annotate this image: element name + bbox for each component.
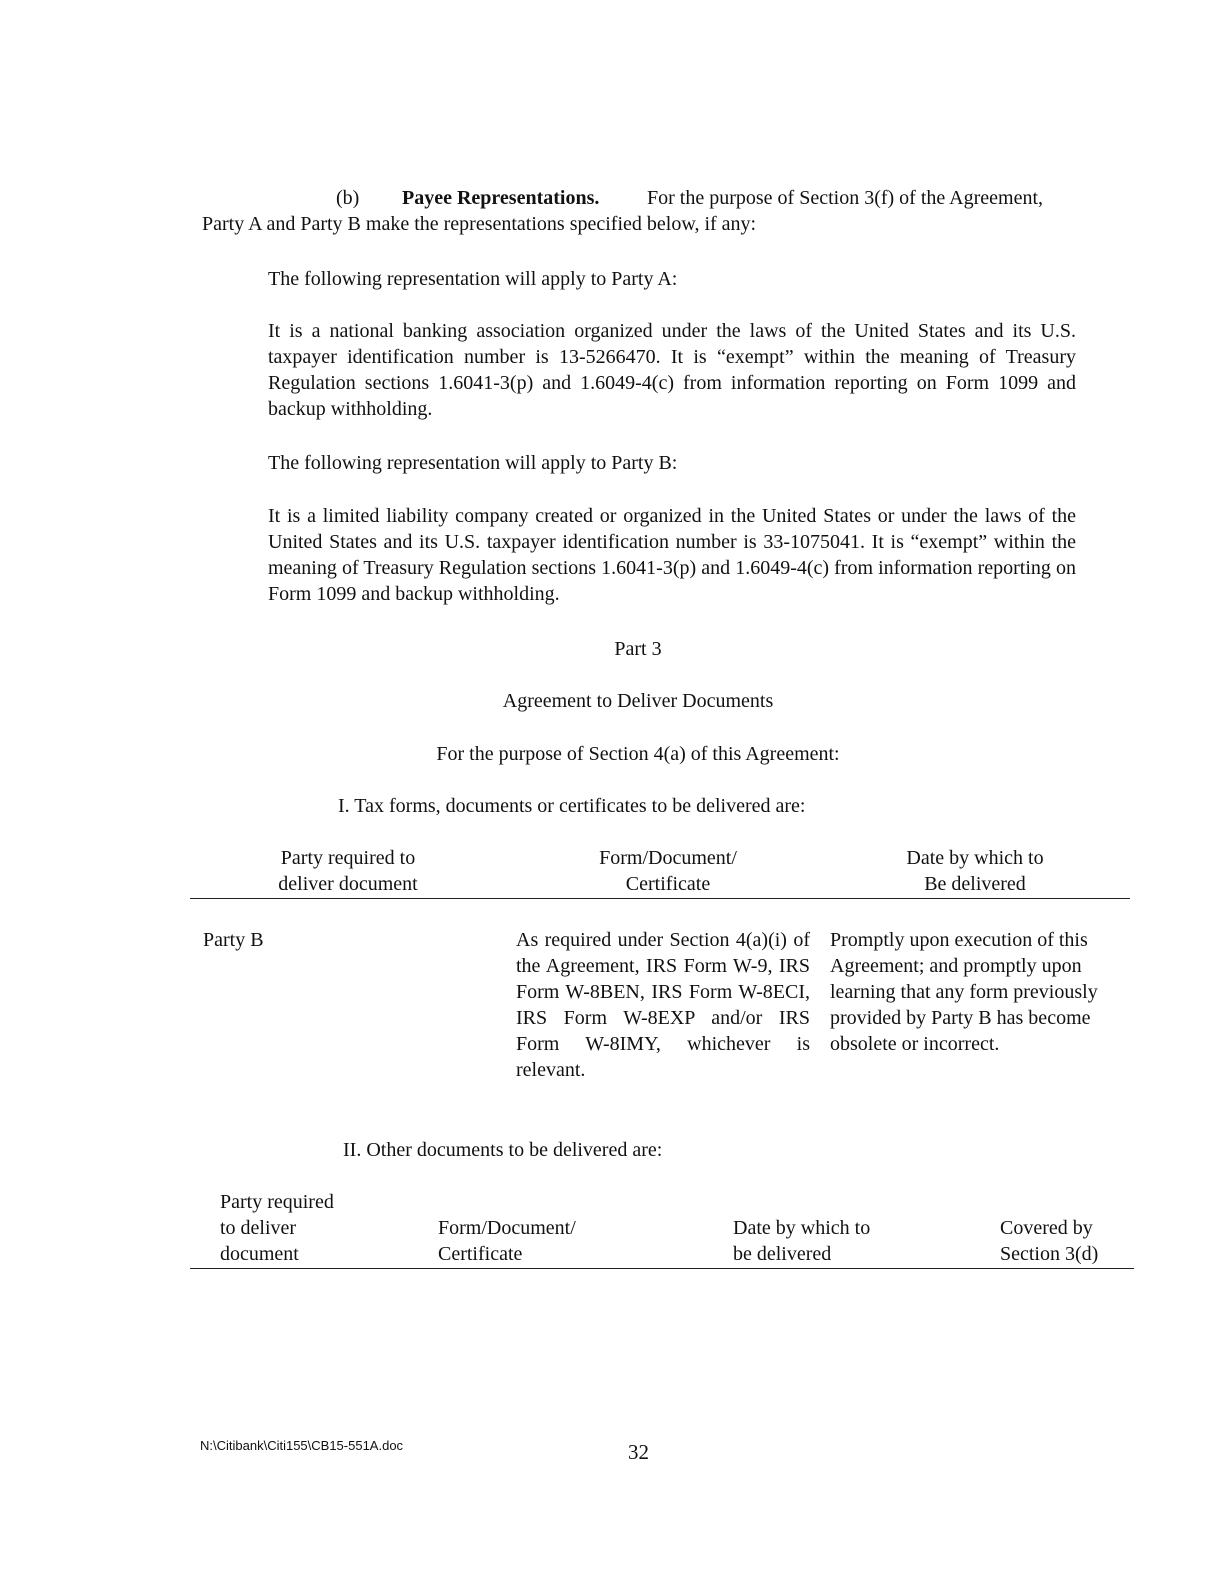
section-b-label: (b) xyxy=(336,187,360,209)
part3-subtitle: Agreement to Deliver Documents xyxy=(502,690,774,712)
tax-forms-heading: I. Tax forms, documents or certificates to be delivered are: xyxy=(338,795,806,817)
tax-forms-row-date: Promptly upon execution of this Agreement; and promptly upon learning that any form previously provided by Party B has become obsolete or incorrect. xyxy=(830,929,1098,1055)
other-docs-header-party-line3: document xyxy=(220,1243,299,1265)
tax-forms-header-party-line1: Party required to xyxy=(280,847,416,869)
party-b-lead: The following representation will apply to Party B: xyxy=(268,452,678,474)
other-docs-header-covered-line1: Covered by xyxy=(1000,1217,1093,1239)
other-docs-header-party-line1: Party required xyxy=(220,1191,334,1213)
other-docs-header-date-line2: be delivered xyxy=(733,1243,832,1265)
tax-forms-header-date-line1: Date by which to xyxy=(906,847,1044,869)
part3-title: Part 3 xyxy=(614,638,662,660)
other-docs-header-form-line1: Form/Document/ xyxy=(438,1217,576,1239)
section-b-intro-second: Party A and Party B make the representations specified below, if any: xyxy=(202,213,757,235)
section-b-heading: Payee Representations. xyxy=(402,187,600,209)
party-a-lead: The following representation will apply to Party A: xyxy=(268,268,678,290)
tax-forms-header-form-line1: Form/Document/ xyxy=(599,847,737,869)
other-docs-header-party-line2: to deliver xyxy=(220,1217,297,1239)
other-docs-heading: II. Other documents to be delivered are: xyxy=(343,1139,663,1161)
footer-file-path: N:\Citibank\Citi155\CB15-551A.doc xyxy=(200,1438,404,1453)
tax-forms-header-party-line2: deliver document xyxy=(278,873,418,895)
tax-forms-header-date-line2: Be delivered xyxy=(924,873,1026,895)
party-a-representation: It is a national banking association organized under the laws of the United States and its U.S. taxpayer identification number is 13-5266470. It is “exempt” within the meaning of Treasury Regulation sections 1.6041-3(p) and 1.6049-4(c) from information reporting on Form 1099 and backup withholding. xyxy=(268,320,1076,420)
party-b-representation: It is a limited liability company created or organized in the United States or under the laws of the United States and its U.S. taxpayer identification number is 33-1075041. It is “exempt” within the meaning of Treasury Regulation sections 1.6041-3(p) and 1.6049-4(c) from information reporting on Form 1099 and backup withholding. xyxy=(268,505,1076,605)
other-docs-header-date-line1: Date by which to xyxy=(733,1217,871,1239)
page-number: 32 xyxy=(628,1440,649,1464)
other-docs-header-rule xyxy=(190,1268,1134,1269)
tax-forms-header-form-line2: Certificate xyxy=(625,873,711,895)
tax-forms-row-form: As required under Section 4(a)(i) of the Agreement, IRS Form W-9, IRS Form W-8BEN, IRS Form W-8ECI, IRS Form W-8EXP and/or IRS Form W-8IMY, whichever is relevant. xyxy=(516,929,810,1081)
other-docs-header-covered-line2: Section 3(d) xyxy=(1000,1243,1099,1265)
tax-forms-header-rule xyxy=(190,898,1130,899)
tax-forms-row-party: Party B xyxy=(203,929,264,951)
part3-purpose: For the purpose of Section 4(a) of this Agreement: xyxy=(436,743,840,765)
other-docs-header-form-line2: Certificate xyxy=(438,1243,523,1265)
section-b-intro-first: For the purpose of Section 3(f) of the Agreement, xyxy=(647,187,1044,209)
